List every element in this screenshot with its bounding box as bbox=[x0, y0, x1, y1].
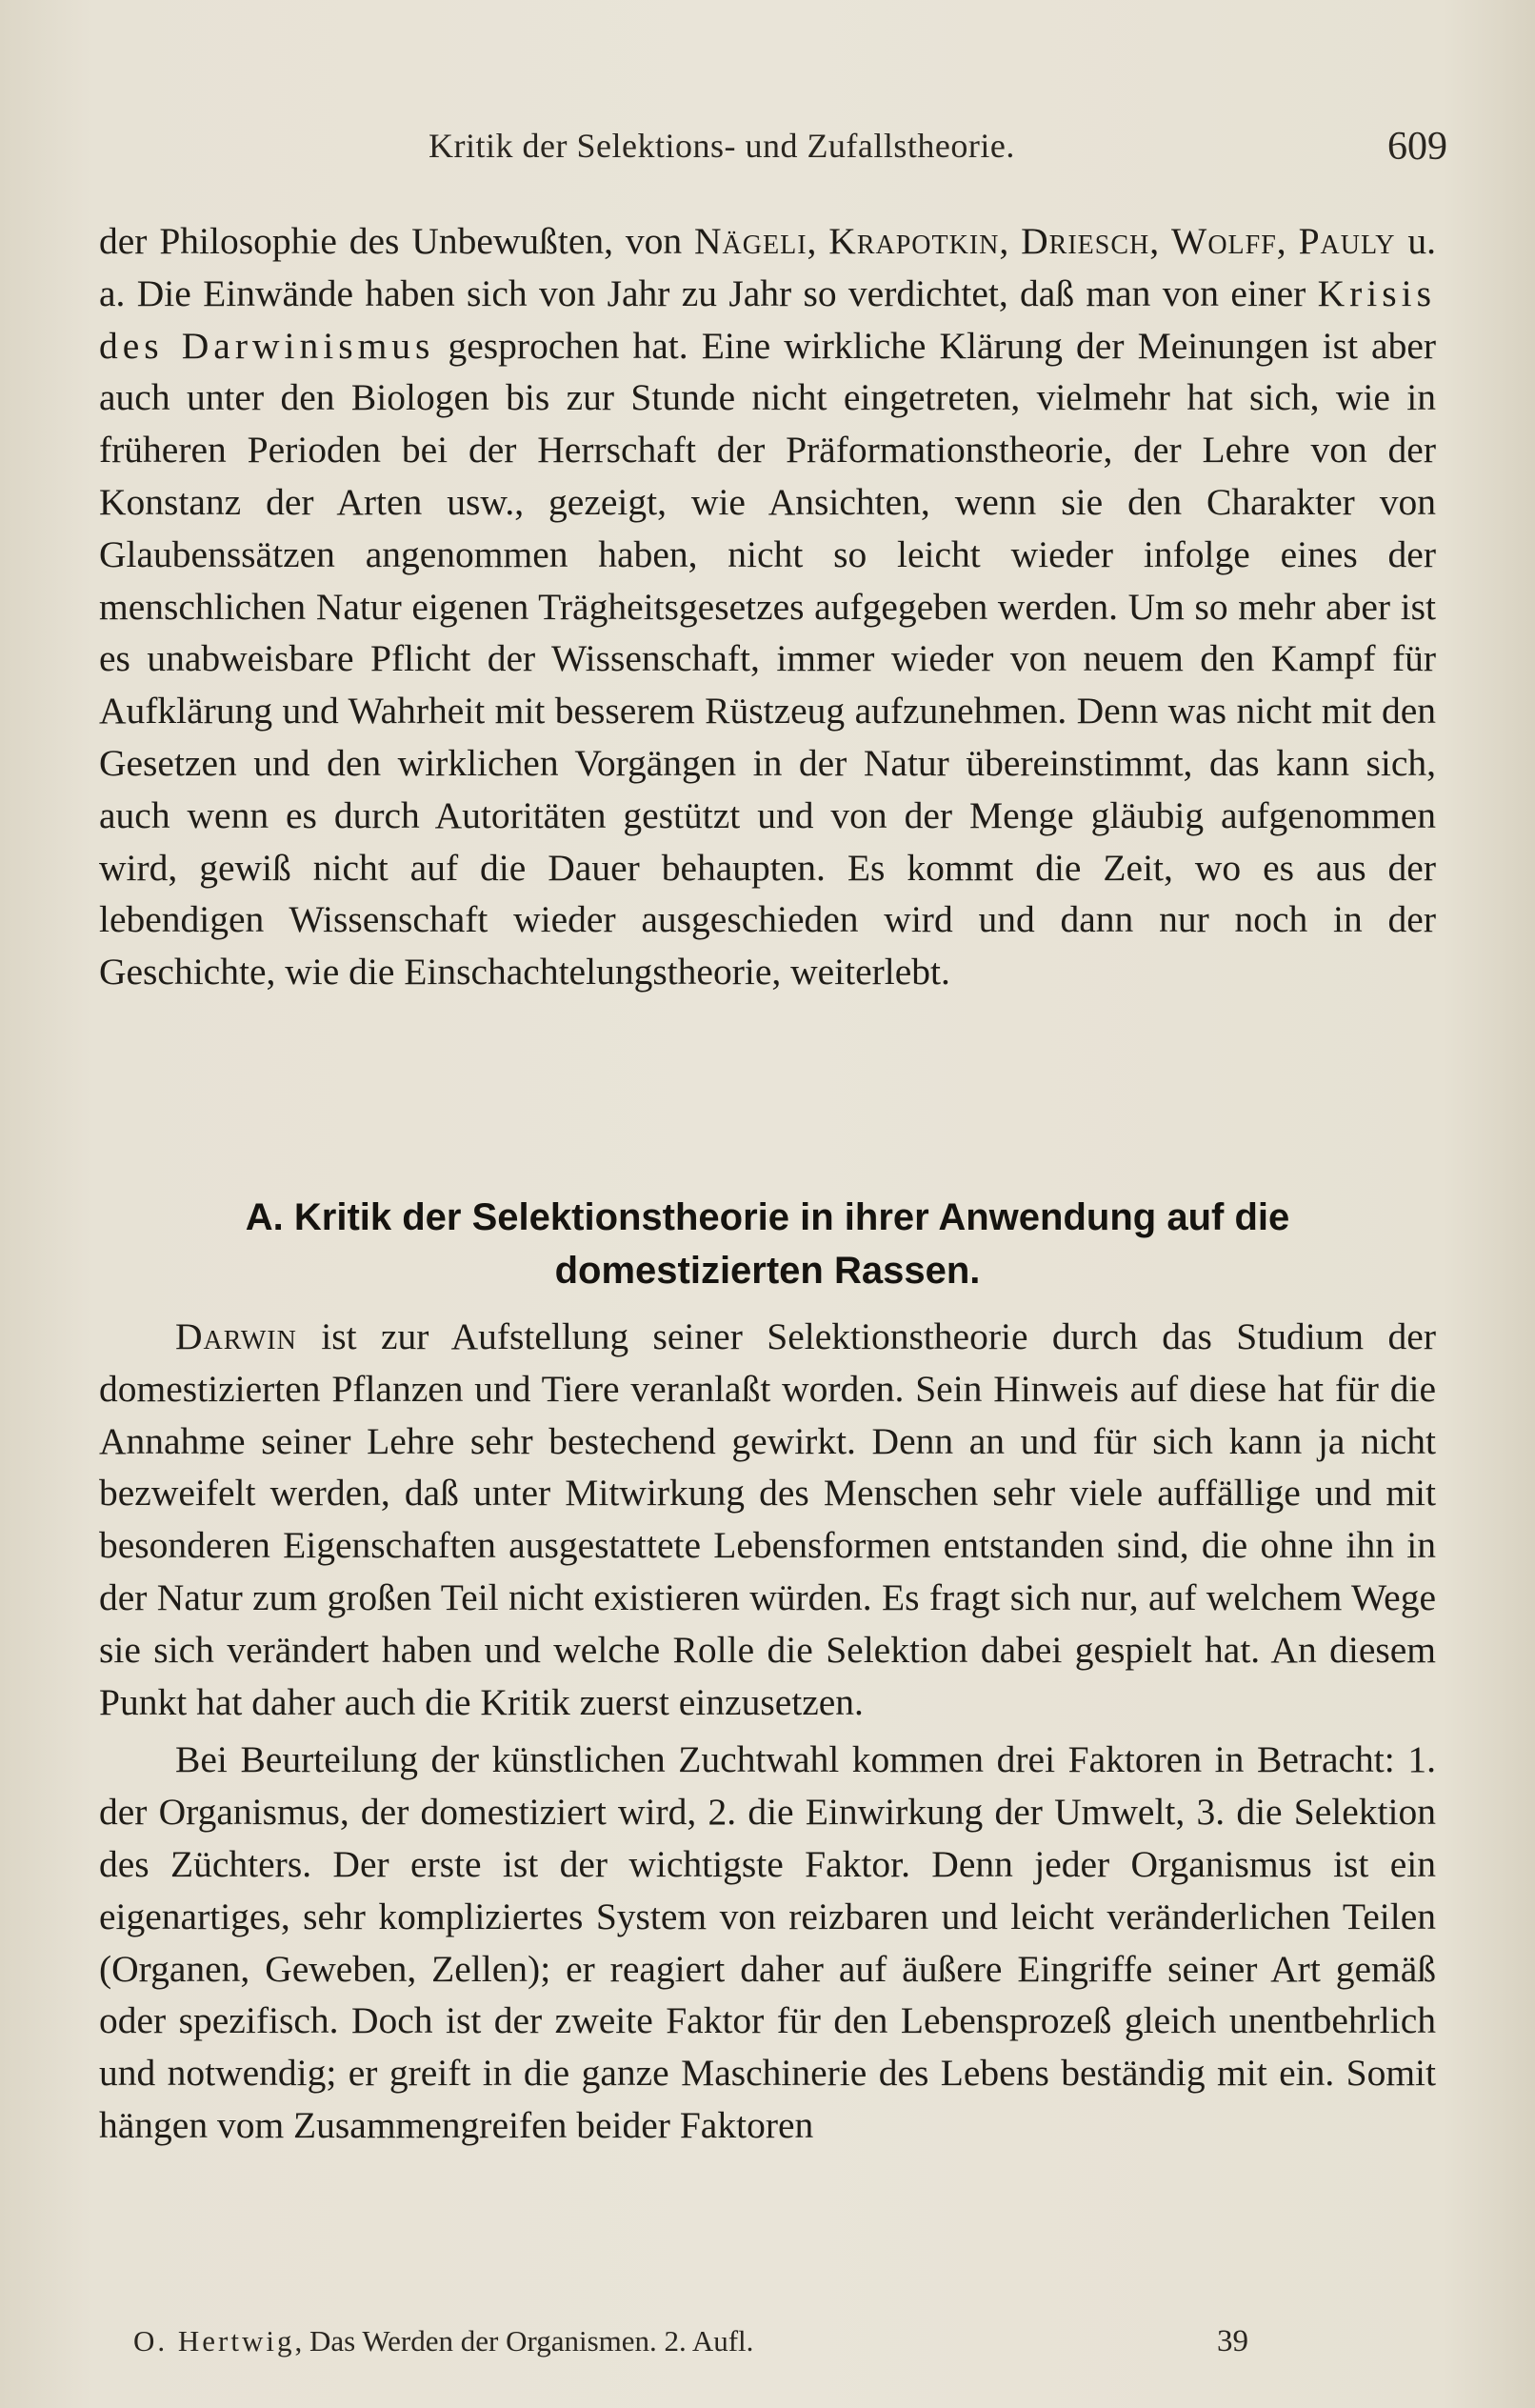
author-name: Nägeli bbox=[694, 220, 807, 262]
section-heading-line-1: A. Kritik der Selektionstheorie in ihrer Anwendung auf die bbox=[245, 1196, 1290, 1238]
author-name: Krapotkin bbox=[828, 220, 1000, 262]
author-name: Driesch bbox=[1021, 220, 1150, 262]
page-footer bbox=[0, 2324, 1535, 2372]
running-title: Kritik der Selektions- und Zufallstheorie. bbox=[429, 127, 1015, 165]
paragraph-factors: Bei Beurteilung der künstlichen Zuchtwahl kommen drei Faktoren in Betracht: 1. der Organismus, der domestiziert wird, 2. die Einwirkung der Umwelt, 3. die Selektion des Züchters. Der erste ist der wichtigste Faktor. Denn jeder Organismus ist ein eigenartiges, sehr kompliziertes System von reizbaren und leicht veränderlichen Teilen (Organen, Geweben, Zellen); er reagiert daher auf äußere Eingriffe seiner Art gemäß oder spezifisch. Doch ist der zweite Faktor für den Lebensprozeß gleich unentbehrlich und notwendig; er greift in die ganze Maschinerie des Lebens beständig mit ein. Somit hängen vom Zusammengreifen beider Faktoren bbox=[99, 1738, 1436, 2146]
page-number: 609 bbox=[1387, 125, 1447, 169]
section-heading bbox=[99, 1191, 1436, 1297]
body-text-top bbox=[99, 215, 1436, 998]
paragraph-continuation: der Philosophie des Unbewußten, von Nägeli, Krapotkin, Driesch, Wolff, Pauly u. a. Die Einwände haben sich von Jahr zu Jahr so verdichtet, daß man von einer Krisis des Darwinismus gesprochen hat. Eine wirkliche Klärung der Meinungen ist aber auch unter den Biologen bis zur Stunde nicht eingetreten, vielmehr hat sich, wie in früheren Perioden bei der Herrschaft der Präformationstheorie, der Lehre von der Konstanz der Arten usw., gezeigt, wie Ansichten, wenn sie den Charakter von Glaubenssätzen angenommen haben, nicht so leicht wieder infolge eines der menschlichen Natur eigenen Trägheitsgesetzes aufgegeben werden. Um so mehr aber ist es unabweisbare Pflicht der Wissenschaft, immer wieder von neuem den Kampf für Aufklärung und Wahrheit mit besserem Rüstzeug aufzunehmen. Denn was nicht mit den Gesetzen und den wirklichen Vorgängen in der Natur übereinstimmt, das kann sich, auch wenn es durch Autoritäten gestützt und von der Menge gläubig aufgenommen wird, gewiß nicht auf die Dauer behaupten. Es kommt die Zeit, wo es aus der lebendigen Wissenschaft wieder ausgeschieden wird und dann nur noch in der Geschichte, wie die Einschachtelungstheorie, weiterlebt. bbox=[99, 220, 1437, 993]
paragraph-darwin: Darwin ist zur Aufstellung seiner Selektionstheorie durch das Studium der domestizierten Pflanzen und Tiere veranlaßt worden. Sein Hinweis auf diese hat für die Annahme seiner Lehre sehr bestechend gewirkt. Denn an und für sich kann ja nicht bezweifelt werden, daß unter Mitwirkung des Menschen sehr viele auffällige und mit besonderen Eigenschaften ausgestattete Lebensformen entstanden sind, die ohne ihn in der Natur zum großen Teil nicht existieren würden. Es fragt sich nur, auf welchem Wege sie sich verändert haben und welche Rolle die Selektion dabei gespielt hat. An diesem Punkt hat daher auch die Kritik zuerst einzusetzen. bbox=[99, 1315, 1436, 1723]
footer-work: , Das Werden der Organismen. 2. Aufl. bbox=[294, 2324, 754, 2358]
body-text-bottom bbox=[99, 1311, 1436, 2152]
running-header bbox=[0, 126, 1535, 183]
author-name: Wolff bbox=[1171, 220, 1277, 262]
spaced-emphasis: Krisis des Darwinismus bbox=[99, 271, 1436, 367]
author-name: Darwin bbox=[175, 1315, 297, 1357]
footer-reference bbox=[133, 2324, 753, 2358]
footer-author: O. Hertwig bbox=[133, 2324, 295, 2358]
section-heading-line-2: domestizierten Rassen. bbox=[554, 1250, 981, 1292]
signature-mark: 39 bbox=[1217, 2324, 1248, 2358]
author-name: Pauly bbox=[1298, 220, 1396, 262]
